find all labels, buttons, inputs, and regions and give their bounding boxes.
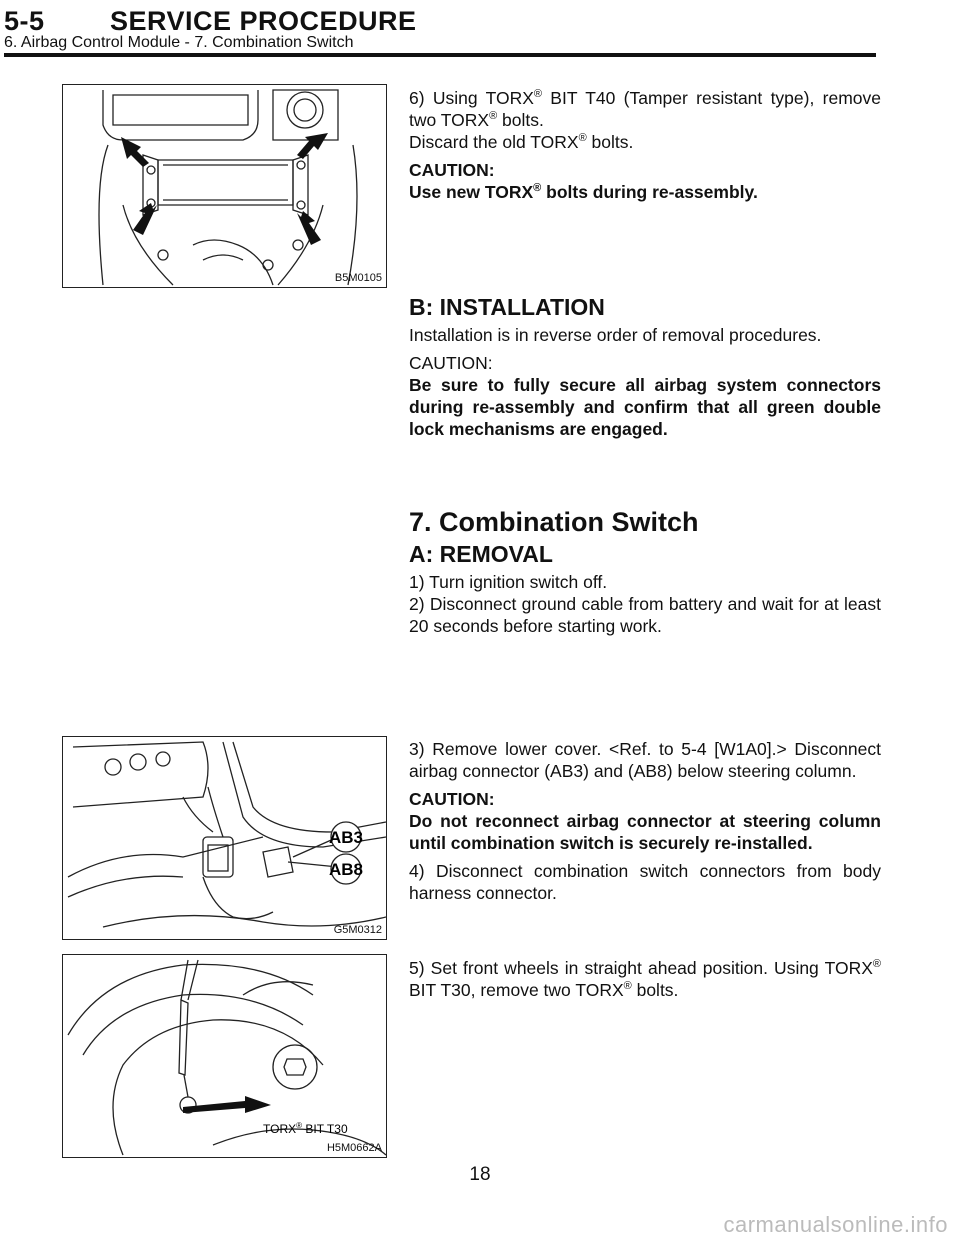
step-6-caution: CAUTION: Use new TORX® bolts during re-assembly. — [409, 160, 758, 202]
figure-code: G5M0312 — [333, 924, 382, 936]
page-subtitle: 6. Airbag Control Module - 7. Combination Switch — [4, 34, 354, 51]
removal-heading: A: REMOVAL — [409, 541, 553, 567]
label-ab3: AB3 — [328, 828, 364, 847]
step-3-block — [409, 738, 881, 910]
section-7 — [409, 507, 881, 643]
step-1: 1) Turn ignition switch off. — [409, 572, 608, 592]
page-title: SERVICE PROCEDURE — [110, 6, 417, 36]
figure-airbag-module-illustration — [63, 85, 386, 287]
section-7-heading: 7. Combination Switch — [409, 507, 699, 537]
figure-code: H5M0662A — [326, 1142, 382, 1154]
page-number: 18 — [469, 1164, 491, 1185]
step-6-block — [409, 87, 881, 203]
step-6-text: 6) Using TORX® BIT T40 (Tamper resistant type), remove two TORX® bolts. Discard the old TORX® bolts. — [409, 88, 881, 152]
step-5-text: 5) Set front wheels in straight ahead position. Using TORX® BIT T30, remove two TORX® bolts. — [409, 958, 881, 1000]
step-3-caution: CAUTION: Do not reconnect airbag connector at steering column until combination switch is securely re-installed. — [409, 789, 881, 853]
installation-heading: B: INSTALLATION — [409, 294, 605, 320]
step-2: 2) Disconnect ground cable from battery and wait for at least 20 seconds before starting work. — [409, 594, 881, 636]
step-4-text: 4) Disconnect combination switch connectors from body harness connector. — [409, 861, 881, 903]
step-3-text: 3) Remove lower cover. <Ref. to 5-4 [W1A0].> Disconnect airbag connector (AB3) and (AB8) below steering column. — [409, 739, 881, 781]
watermark: carmanualsonline.info — [723, 1212, 948, 1237]
label-ab8: AB8 — [328, 860, 364, 879]
installation-section — [409, 296, 881, 440]
step-5-block — [409, 957, 881, 1007]
figure-steering-column-illustration — [63, 737, 386, 939]
figure-airbag-module-bolts — [62, 84, 387, 288]
label-torx-bit: TORX® BIT T30 — [263, 1121, 348, 1136]
installation-caution: CAUTION: Be sure to fully secure all airbag system connectors during re-assembly and confirm that all green double lock mechanisms are engaged. — [409, 353, 881, 439]
installation-text: Installation is in reverse order of removal procedures. — [409, 325, 822, 345]
header-rule — [4, 53, 876, 57]
figure-code: B5M0105 — [334, 272, 382, 284]
figure-airbag-connectors — [62, 736, 387, 940]
figure-steering-wheel-illustration — [63, 955, 386, 1157]
section-number: 5-5 — [4, 6, 45, 36]
figure-torx-bolts — [62, 954, 387, 1158]
